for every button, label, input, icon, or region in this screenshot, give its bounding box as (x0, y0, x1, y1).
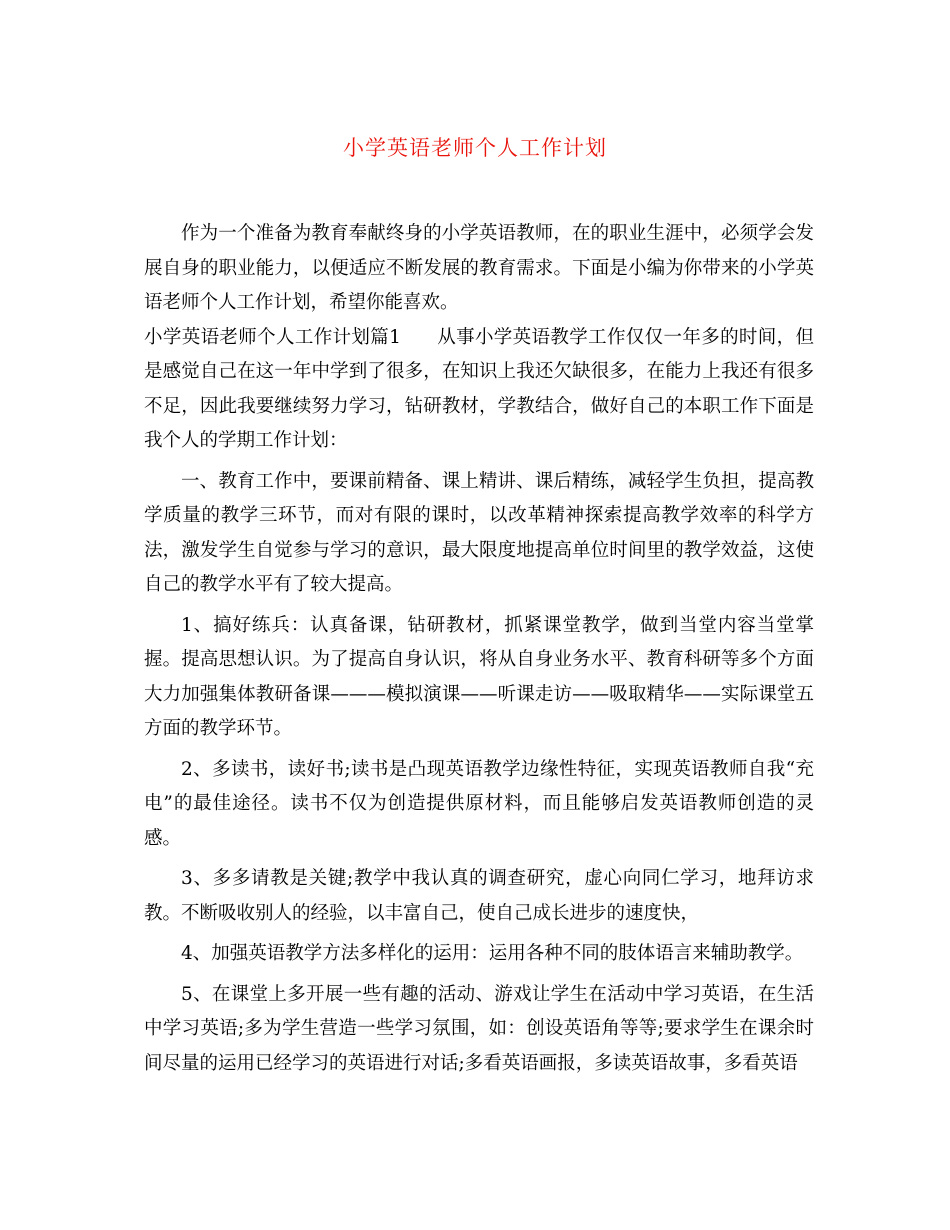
paragraph-item-1: 1、搞好练兵：认真备课，钻研教材，抓紧课堂教学，做到当堂内容当堂掌握。提高思想认识。为了提高自身认识，将从自身业务水平、教育科研等多个方面大力加强集体教研备课———模拟演课——听课走访——吸取精华——实际课堂五方面的教学环节。 (144, 614, 814, 739)
paragraph-teaching-work: 一、教育工作中，要课前精备、课上精讲、课后精练，减轻学生负担，提高教学质量的教学三环节，而对有限的课时，以改革精神探索提高教学效率的科学方法，激发学生自觉参与学习的意识，最大限度地提高单位时间里的教学效益，这使自己的教学水平有了较大提高。 (144, 470, 814, 595)
paragraph-item-2: 2、多读书，读好书;读书是凸现英语教学边缘性特征，实现英语教师自我“充电”的最佳途径。读书不仅为创造提供原材料，而且能够启发英语教师创造的灵感。 (144, 758, 814, 849)
section-heading: 小学英语老师个人工作计划篇1 (144, 326, 401, 348)
intro-paragraph: 作为一个准备为教育奉献终身的小学英语教师，在的职业生涯中，必须学会发展自身的职业能力，以便适应不断发展的教育需求。下面是小编为你带来的小学英语老师个人工作计划，希望你能喜欢。 (144, 223, 814, 313)
paragraph-item-5: 5、在课堂上多开展一些有趣的活动、游戏让学生在活动中学习英语，在生活中学习英语;多为学生营造一些学习氛围，如：创设英语角等等;要求学生在课余时间尽量的运用已经学习的英语进行对话;多看英语画报，多读英语故事，多看英语 (144, 983, 814, 1074)
section-block (144, 321, 814, 459)
paragraph-item-3: 3、多多请教是关键;教学中我认真的调查研究，虚心向同仁学习，地拜访求教。不断吸收别人的经验，以丰富自己，使自己成长进步的速度快， (144, 868, 814, 924)
section-lead: 从事小学英语教学工作仅仅一年多的时间，但 (436, 326, 814, 348)
document-body (144, 217, 814, 1087)
paragraph-item-4: 4、加强英语教学方法多样化的运用：运用各种不同的肢体语言来辅助教学。 (181, 943, 804, 964)
document-title: 小学英语老师个人工作计划 (343, 136, 607, 160)
section-body: 是感觉自己在这一年中学到了很多，在知识上我还欠缺很多，在能力上我还有很多不足，因此我要继续努力学习，钻研教材，学教结合，做好自己的本职工作下面是我个人的学期工作计划： (144, 361, 814, 451)
